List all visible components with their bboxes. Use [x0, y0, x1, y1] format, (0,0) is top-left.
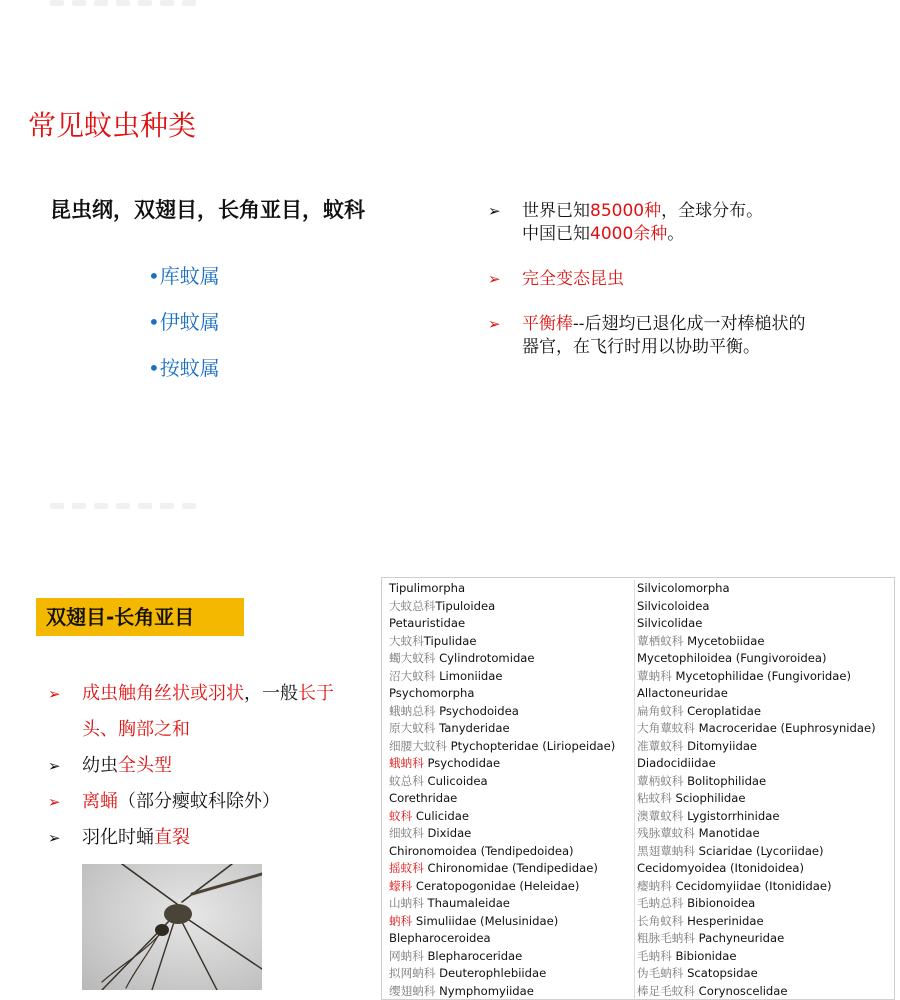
taxon-latin-name: Sciophilidae [671, 791, 746, 805]
taxon-latin-name: Bolitophilidae [683, 773, 767, 788]
taxon-row [637, 860, 892, 878]
taxon-chinese-name: 长角蚊科 [637, 913, 684, 928]
taxon-row [637, 738, 892, 756]
taxon-chinese-name: 蕈蚋科 [637, 668, 672, 683]
taxon-chinese-name: 澳蕈蚊科 [637, 808, 684, 823]
taxon-row [637, 650, 892, 668]
taxon-chinese-name: 蠋大蚊科 [389, 651, 436, 665]
taxon-chinese-name: 摇蚊科 [389, 861, 424, 875]
taxon-row [389, 965, 634, 983]
taxonomy-column-right [637, 580, 892, 1000]
taxon-row [389, 895, 634, 913]
taxon-chinese-name: 蕈栖蚊科 [637, 633, 684, 648]
taxon-row [637, 913, 892, 931]
taxon-latin-name: Diadocidiidae [637, 756, 716, 770]
facts-list [488, 200, 818, 381]
section-header: 双翅目-长角亚目 [36, 598, 244, 636]
arrow-bullet-icon: ➢ [48, 793, 61, 811]
taxon-chinese-name: 蠓科 [389, 878, 413, 893]
taxon-row [637, 965, 892, 983]
arrow-bullet-icon: ➢ [488, 202, 501, 220]
taxon-latin-name: Allactoneuridae [637, 686, 728, 700]
taxon-latin-name: Scatopsidae [683, 966, 758, 980]
taxon-latin-name: Ditomyiidae [683, 738, 758, 753]
taxon-chinese-name: 蛾蚋科 [389, 756, 424, 770]
taxon-chinese-name: 山蚋科 [389, 896, 424, 910]
taxon-row [637, 773, 892, 791]
taxon-row [389, 948, 634, 966]
arrow-bullet-icon: ➢ [488, 315, 501, 333]
taxon-latin-name: Bibionidae [671, 948, 737, 963]
taxon-latin-name: Corynoscelidae [694, 983, 788, 998]
taxon-chinese-name: 细腰大蚊科 [389, 738, 447, 753]
taxon-latin-name: Tanyderidae [435, 721, 510, 735]
taxon-row [389, 720, 634, 738]
taxon-latin-name: Blepharoceroidea [389, 931, 491, 945]
taxon-latin-name: Culicoidea [423, 773, 488, 788]
taxon-row [637, 878, 892, 896]
taxon-chinese-name: 缨翅蚋科 [389, 983, 436, 998]
taxon-chinese-name: 粘蚊科 [637, 791, 672, 805]
crane-fly-photo [82, 864, 262, 990]
taxon-latin-name: Hesperinidae [683, 913, 764, 928]
taxon-row [637, 808, 892, 826]
taxon-latin-name: Culicidae [412, 808, 469, 823]
taxon-row [389, 825, 634, 843]
taxon-chinese-name: 棒足毛蚊科 [637, 983, 695, 998]
taxon-latin-name: Thaumaleidae [423, 896, 510, 910]
taxon-chinese-name: 毛蚋总科 [637, 896, 684, 910]
taxon-row [637, 615, 892, 633]
taxon-row [637, 790, 892, 808]
taxon-latin-name: Macroceridae (Euphrosynidae) [694, 721, 876, 735]
taxon-latin-name: Petauristidae [389, 616, 466, 630]
taxon-row [637, 825, 892, 843]
taxon-row [637, 755, 892, 773]
taxon-latin-name: Psychodoidea [435, 703, 519, 718]
feature-list [48, 676, 358, 856]
taxon-chinese-name: 大角蕈蚊科 [637, 721, 695, 735]
taxon-latin-name: Nymphomyiidae [435, 983, 534, 998]
genus-item-aedes: •伊蚊属 [148, 310, 220, 334]
taxon-latin-name: Mycetophiloidea (Fungivoroidea) [637, 651, 827, 665]
taxon-chinese-name: 毛蚋科 [637, 948, 672, 963]
taxon-chinese-name: 沼大蚊科 [389, 668, 436, 683]
taxon-row [389, 790, 634, 808]
taxon-row [637, 703, 892, 721]
genus-item-anopheles: •按蚊属 [148, 356, 220, 380]
taxon-row [637, 948, 892, 966]
taxon-chinese-name: 大蚊科 [389, 633, 424, 648]
genus-list [148, 262, 220, 400]
taxon-chinese-name: 蛾蚋总科 [389, 703, 436, 718]
arrow-bullet-icon: ➢ [48, 685, 61, 703]
taxon-latin-name: Cecidomyiidae (Itonididae) [671, 878, 832, 893]
fact-species-count: ➢ 世界已知85000种，全球分布。 中国已知4000余种。 [488, 201, 764, 244]
classification-heading: 昆虫纲，双翅目，长角亚目，蚊科 [50, 197, 365, 222]
taxon-row [389, 650, 634, 668]
taxon-row [389, 843, 634, 861]
taxon-row [637, 598, 892, 616]
taxon-latin-name: Tipuloidea [435, 598, 496, 613]
taxon-row [637, 930, 892, 948]
taxon-chinese-name: 扁角蚊科 [637, 703, 684, 718]
faint-decor-middle [50, 503, 230, 513]
taxon-latin-name: Corethridae [389, 791, 458, 805]
taxon-row [389, 598, 634, 616]
feature-pupa: ➢ 离蛹（部分瘿蚊科除外） [48, 784, 358, 820]
fact-metamorphosis: ➢ 完全变态昆虫 [488, 269, 624, 289]
taxon-row [389, 580, 634, 598]
taxon-latin-name: Manotidae [694, 826, 760, 840]
taxon-latin-name: Silvicoloidea [637, 598, 710, 613]
taxon-row [389, 615, 634, 633]
taxon-latin-name: Mycetobiidae [683, 633, 765, 648]
taxon-row [637, 720, 892, 738]
feature-larva: ➢ 幼虫全头型 [48, 748, 358, 784]
taxon-row [637, 580, 892, 598]
taxon-chinese-name: 蕈柄蚊科 [637, 773, 684, 788]
taxon-row [637, 668, 892, 686]
taxon-row [389, 930, 634, 948]
taxon-latin-name: Blepharoceridae [423, 948, 523, 963]
taxon-row [389, 738, 634, 756]
taxon-row [389, 913, 634, 931]
taxon-latin-name: Ceratopogonidae (Heleidae) [412, 878, 580, 893]
taxon-latin-name: Dixidae [423, 826, 472, 840]
taxon-latin-name: Simuliidae (Melusinidae) [412, 913, 559, 928]
taxon-row [389, 755, 634, 773]
taxon-chinese-name: 原大蚊科 [389, 721, 436, 735]
taxon-chinese-name: 网蚋科 [389, 948, 424, 963]
taxon-chinese-name: 粗脉毛蚋科 [637, 931, 695, 945]
taxon-row [389, 860, 634, 878]
page-title: 常见蚊虫种类 [28, 109, 197, 142]
taxonomy-table [381, 577, 895, 1000]
taxon-chinese-name: 细蚊科 [389, 826, 424, 840]
taxon-latin-name: Cylindrotomidae [435, 651, 535, 665]
arrow-bullet-icon: ➢ [48, 829, 61, 847]
crane-fly-illustration [82, 864, 262, 990]
taxon-latin-name: Silvicolidae [637, 616, 703, 630]
faint-decor-top [50, 0, 230, 10]
taxon-latin-name: Limoniidae [435, 668, 503, 683]
fact-halteres: ➢ 平衡棒--后翅均已退化成一对棒槌状的器官，在飞行时用以协助平衡。 [488, 314, 806, 357]
taxon-row [389, 808, 634, 826]
arrow-bullet-icon: ➢ [488, 270, 501, 288]
taxon-latin-name: Ptychopteridae (Liriopeidae) [446, 738, 616, 753]
taxon-chinese-name: 蚋科 [389, 913, 413, 928]
taxon-row [637, 685, 892, 703]
taxon-chinese-name: 大蚊总科 [389, 598, 436, 613]
taxon-latin-name: Bibionoidea [683, 896, 756, 910]
taxon-latin-name: Sciaridae (Lycoriidae) [694, 843, 824, 858]
taxon-latin-name: Mycetophilidae (Fungivoridae) [671, 668, 852, 683]
taxon-latin-name: Deuterophlebiidae [435, 966, 547, 980]
taxon-row [389, 668, 634, 686]
taxon-chinese-name: 残脉蕈蚊科 [637, 826, 695, 840]
arrow-bullet-icon: ➢ [48, 757, 61, 775]
taxon-chinese-name: 伪毛蚋科 [637, 966, 684, 980]
taxon-row [389, 878, 634, 896]
taxon-chinese-name: 蚊总科 [389, 773, 424, 788]
taxon-latin-name: Silvicolomorpha [637, 581, 730, 595]
taxon-latin-name: Psychomorpha [389, 686, 475, 700]
taxon-row [637, 983, 892, 1000]
taxonomy-column-left [389, 580, 635, 1000]
taxon-latin-name: Chironomoidea (Tendipedoidea) [389, 843, 574, 858]
taxon-chinese-name: 拟网蚋科 [389, 966, 436, 980]
taxon-row [637, 843, 892, 861]
taxon-chinese-name: 黑翅蕈蚋科 [637, 843, 695, 858]
taxon-row [389, 773, 634, 791]
taxon-row [637, 895, 892, 913]
taxon-row [389, 983, 634, 1000]
taxon-chinese-name: 瘿蚋科 [637, 878, 672, 893]
taxon-latin-name: Cecidomyoidea (Itonidoidea) [637, 861, 804, 875]
taxon-latin-name: Pachyneuridae [694, 931, 785, 945]
taxon-latin-name: Lygistorrhinidae [683, 808, 780, 823]
taxon-latin-name: Tipulidae [423, 633, 477, 648]
genus-item-culex: •库蚊属 [148, 264, 220, 288]
taxon-chinese-name: 准蕈蚊科 [637, 738, 684, 753]
taxon-latin-name: Chironomidae (Tendipedidae) [423, 861, 598, 875]
taxon-row [389, 685, 634, 703]
feature-eclosion: ➢ 羽化时蛹直裂 [48, 820, 358, 856]
taxon-row [637, 633, 892, 651]
taxon-latin-name: Psychodidae [423, 756, 501, 770]
feature-antenna: ➢ 成虫触角丝状或羽状，一般长于头、胸部之和 [48, 676, 358, 748]
taxon-chinese-name: 蚊科 [389, 808, 413, 823]
taxon-row [389, 703, 634, 721]
taxon-latin-name: Ceroplatidae [683, 703, 761, 718]
taxon-latin-name: Tipulimorpha [389, 581, 466, 595]
taxon-row [389, 633, 634, 651]
